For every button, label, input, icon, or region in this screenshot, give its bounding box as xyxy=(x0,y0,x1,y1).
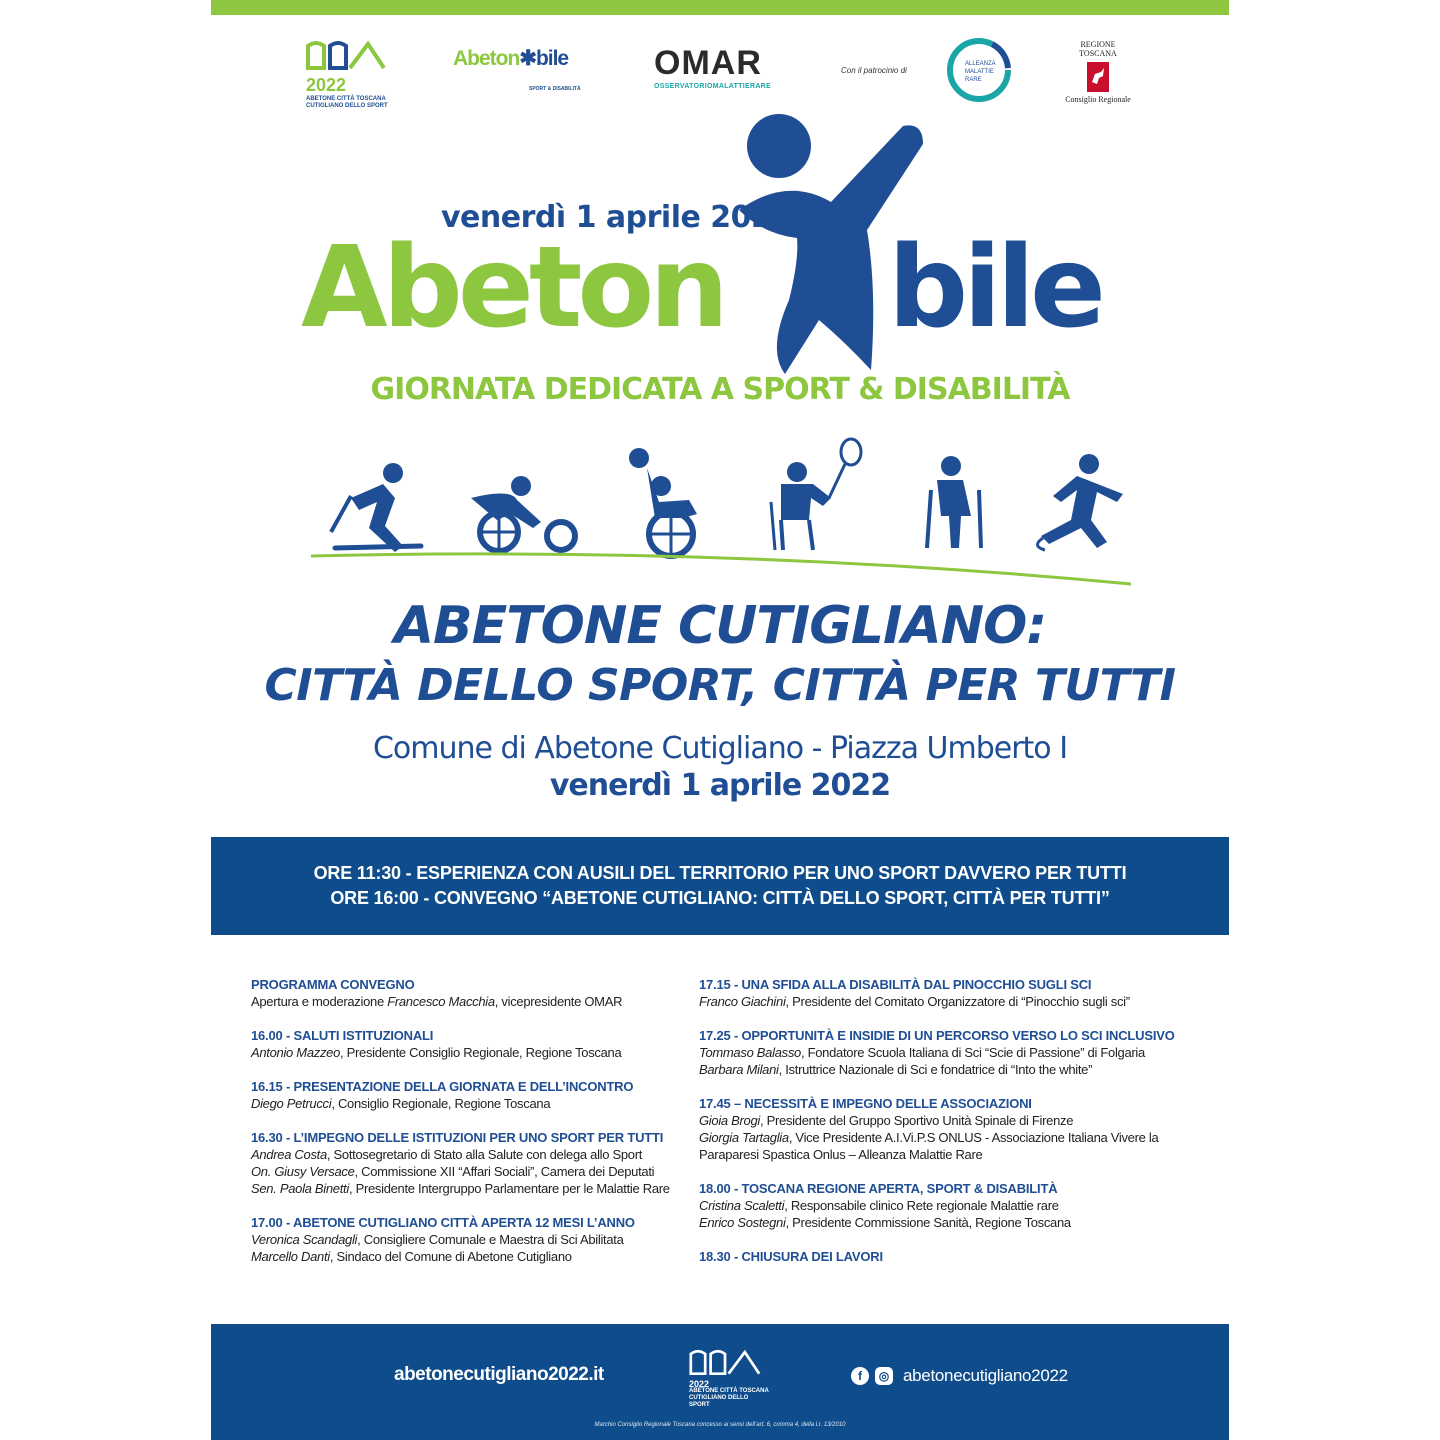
city-logo-year: 2022 xyxy=(306,75,347,95)
program-speaker-line: Barbara Milani, Istruttrice Nazionale di Sci e fondatrice di “Into the white” xyxy=(699,1062,1093,1077)
program-item xyxy=(699,1027,1189,1078)
program-item xyxy=(699,1180,1189,1231)
crutches-walker-icon xyxy=(927,456,981,548)
social-links xyxy=(851,1366,1068,1386)
program-item-title: 16.30 - L’IMPEGNO DELLE ISTITUZIONI PER UNO SPORT PER TUTTI xyxy=(251,1130,664,1145)
program-item-title: 17.45 – NECESSITÀ E IMPEGNO DELLE ASSOCIAZIONI xyxy=(699,1096,1032,1111)
city-mountain-icon xyxy=(689,1348,761,1376)
program-item xyxy=(699,1248,1189,1265)
program-speaker-line: Veronica Scandagli, Consigliere Comunale e Maestra di Sci Abilitata xyxy=(251,1232,624,1247)
program-item xyxy=(251,976,701,1010)
program-item-title: 17.00 - ABETONE CUTIGLIANO CITTÀ APERTA 12 MESI L’ANNO xyxy=(251,1215,635,1230)
program-speaker-line: Paraparesi Spastica Onlus – Alleanza Malattie Rare xyxy=(699,1147,983,1162)
ring-icon xyxy=(939,36,1019,104)
program-speaker-line: Tommaso Balasso, Fondatore Scuola Italiana di Sci “Scie di Passione” di Folgaria xyxy=(699,1045,1145,1060)
program-item-title: 16.15 - PRESENTAZIONE DELLA GIORNATA E DELL’INCONTRO xyxy=(251,1079,634,1094)
program-speaker-line: Diego Petrucci, Consiglio Regionale, Regione Toscana xyxy=(251,1096,551,1111)
program-speaker-line: Marcello Danti, Sindaco del Comune di Abetone Cutigliano xyxy=(251,1249,572,1264)
program-speaker-line: Antonio Mazzeo, Presidente Consiglio Regionale, Regione Toscana xyxy=(251,1045,622,1060)
social-handle[interactable]: abetonecutigliano2022 xyxy=(903,1366,1068,1385)
program-item-title: 18.00 - TOSCANA REGIONE APERTA, SPORT & DISABILITÀ xyxy=(699,1181,1058,1196)
patronage-label: Con il patrocinio di xyxy=(841,66,907,75)
program-speaker-line: Franco Giachini, Presidente del Comitato Organizzatore di “Pinocchio sugli sci” xyxy=(699,994,1130,1009)
program-speaker-line: On. Giusy Versace, Commissione XII “Affari Sociali”, Camera dei Deputati xyxy=(251,1164,655,1179)
seated-tennis-icon xyxy=(771,439,861,550)
program-item-title: PROGRAMMA CONVEGNO xyxy=(251,977,415,992)
program-speaker-line: Gioia Brogi, Presidente del Gruppo Sportivo Unità Spinale di Firenze xyxy=(699,1113,1074,1128)
program-speaker-line: Andrea Costa, Sottosegretario di Stato alla Salute con delega allo Sport xyxy=(251,1147,643,1162)
website-link[interactable]: abetonecutigliano2022.it xyxy=(394,1364,604,1385)
omar-wordmark: OMAR xyxy=(654,44,762,82)
program-item xyxy=(251,1027,701,1061)
hero-date: venerdì 1 aprile 2022 xyxy=(441,200,792,235)
program-item xyxy=(251,1214,701,1265)
regione-toscana-logo: REGIONE TOSCANA Consiglio Regionale xyxy=(1065,40,1131,104)
omar-logo xyxy=(654,46,784,96)
ground-swoosh xyxy=(311,554,1131,584)
omar-subtitle: OSSERVATORIOMALATTIERARE xyxy=(654,83,772,90)
instagram-icon[interactable]: ◎ xyxy=(875,1367,893,1385)
city-mountain-icon xyxy=(306,40,386,70)
sponsor-logos xyxy=(211,36,1229,109)
program-speaker-line: Enrico Sostegni, Presidente Commissione Sanità, Regione Toscana xyxy=(699,1215,1071,1230)
program-speaker-line: Apertura e moderazione Francesco Macchia, vicepresidente OMAR xyxy=(251,994,623,1009)
venue-text: Comune di Abetone Cutigliano - Piazza Umberto I xyxy=(372,731,1068,766)
footer-city-logo: 2022 ABETONE CITTÀ TOSCANA CUTIGLIANO DELLO SPORT xyxy=(689,1348,769,1410)
program-item xyxy=(251,1078,701,1112)
program-item-title: 17.25 - OPPORTUNITÀ E INSIDIE DI UN PERCORSO VERSO LO SCI INCLUSIVO xyxy=(699,1028,1175,1043)
svg-text:RARE: RARE xyxy=(965,77,982,83)
wheelchair-basketball-icon xyxy=(629,448,697,556)
prosthetic-runner-icon xyxy=(1037,454,1123,550)
legal-note: Marchio Consiglio Regionale Toscana concesso ai sensi dell’art. 6, comma 4, della l.r. 13/2010 xyxy=(594,1422,846,1428)
event-poster xyxy=(211,0,1229,1440)
schedule-line-2: ORE 16:00 - CONVEGNO “ABETONE CUTIGLIANO: CITTÀ DELLO SPORT, CITTÀ PER TUTTI” xyxy=(330,888,1110,908)
program-item xyxy=(699,976,1189,1010)
headline-line-2: CITTÀ DELLO SPORT, CITTÀ PER TUTTI xyxy=(264,660,1176,711)
abetonabile-logo: Abeton✱bile SPORT & DISABILITÀ xyxy=(453,47,581,92)
pegasus-flag-icon xyxy=(1087,62,1109,92)
top-accent-bar xyxy=(211,0,1229,15)
facebook-icon[interactable]: f xyxy=(851,1367,869,1385)
alleanza-malattie-rare-logo xyxy=(939,36,1019,104)
svg-text:MALATTIE: MALATTIE xyxy=(965,69,994,75)
program-left-column xyxy=(251,976,701,1282)
headline-line-1: ABETONE CUTIGLIANO: xyxy=(393,596,1047,656)
program-item-title: 18.30 - CHIUSURA DEI LAVORI xyxy=(699,1249,883,1264)
city-of-sport-logo xyxy=(306,40,390,109)
svg-text:ALLEANZA: ALLEANZA xyxy=(965,61,996,67)
hero-title-left: Abeton xyxy=(301,223,725,353)
venue-date: venerdì 1 aprile 2022 xyxy=(549,768,891,803)
program-speaker-line: Sen. Paola Binetti, Presidente Intergruppo Parlamentare per le Malattie Rare xyxy=(251,1181,670,1196)
schedule-line-1: ORE 11:30 - ESPERIENZA CON AUSILI DEL TERRITORIO PER UNO SPORT DAVVERO PER TUTTI xyxy=(313,863,1127,883)
program-right-column xyxy=(699,976,1189,1282)
program-item xyxy=(251,1129,701,1197)
footer-band xyxy=(211,1324,1229,1440)
program-item-title: 16.00 - SALUTI ISTITUZIONALI xyxy=(251,1028,434,1043)
handbike-icon xyxy=(471,476,575,551)
program-speaker-line: Cristina Scaletti, Responsabile clinico Rete regionale Malattie rare xyxy=(699,1198,1059,1213)
program-item xyxy=(699,1095,1189,1163)
hero-tagline: GIORNATA DEDICATA A SPORT & DISABILITÀ xyxy=(370,372,1070,407)
schedule-band xyxy=(211,837,1229,935)
hero-title-right: bile xyxy=(888,223,1101,353)
sports-pictograms xyxy=(311,436,1131,586)
program-item-title: 17.15 - UNA SFIDA ALLA DISABILITÀ DAL PINOCCHIO SUGLI SCI xyxy=(699,977,1092,992)
program-speaker-line: Giorgia Tartaglia, Vice Presidente A.I.Vi.P.S ONLUS - Associazione Italiana Vivere la xyxy=(699,1130,1159,1145)
city-logo-text: ABETONE CITTÀ TOSCANA CUTIGLIANO DELLO SPORT xyxy=(306,96,388,109)
cross-country-ski-icon xyxy=(331,463,421,552)
